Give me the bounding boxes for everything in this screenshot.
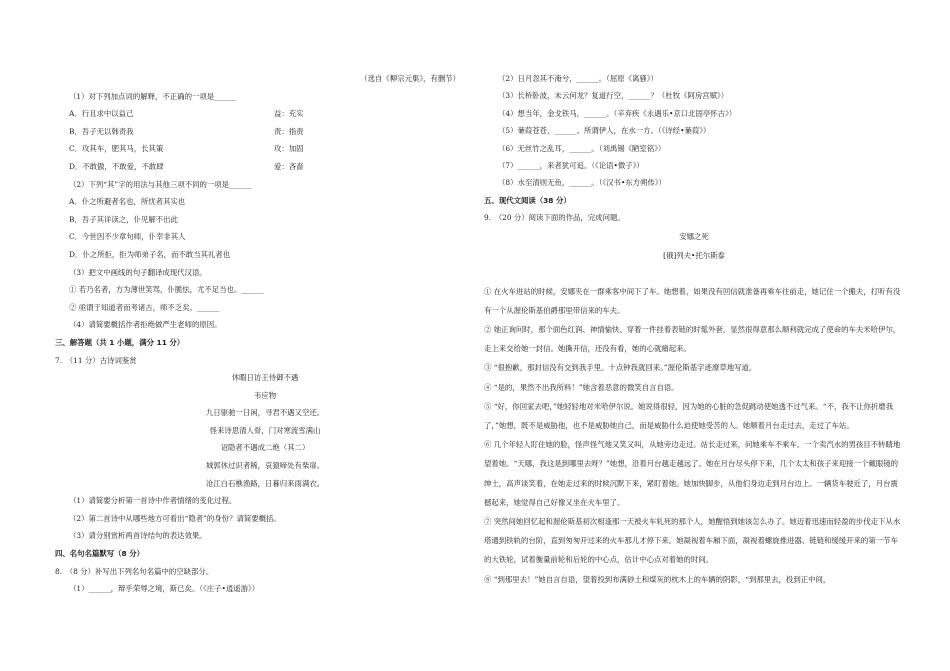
story-paragraph-6: ⑥ 几个年轻人盯住她的脸，怪声怪气地又笑又叫，从她旁边走过。站长走过来，问她乘车不乘车。一个卖汽水的男孩目不转睛地望着她。“天哪，我这是到哪里去呀？”她想，沿着月台越走越远了。她在月台尽头停下来，几个太太和孩子来迎接一个戴眼镜的绅士，高声谈笑着，在她走过来的时候沉默下来，紧盯着她。她加快脚步，从他们身边走到月台边上。一辆货车驶近了，月台震撼起来，她觉得自己好像又坐在火车里了。: [484, 440, 901, 507]
option-text: C．攻其车，肥其马，长其策: [69, 144, 164, 154]
q1-option-d: [55, 158, 475, 176]
poem-author: 韦应物: [253, 390, 277, 400]
q8-item-3: （3）长桥卧波，未云何龙？复道行空，______？（杜牧《阿房宫赋》）: [498, 91, 729, 101]
poem-2-title: 诏隐者不遇成二绝（其二）: [220, 443, 310, 453]
question-2: （2）下列“其”字的用法与其他三项不同的一项是______: [69, 179, 252, 189]
option-gloss: 益：充实: [274, 109, 304, 119]
right-column: [484, 70, 904, 589]
poem-line: 沧江白石樵渔路，日暮归来雨满衣。: [205, 478, 325, 488]
option-gloss: 责：指责: [274, 126, 304, 136]
q8-item-5: （5）蒹葭苍苍，______。所谓伊人，在水一方。（《诗经•蒹葭》）: [498, 126, 711, 136]
q3-item-2: ② 亟谓于知道者而考诸古，师不乏矣。______: [69, 302, 220, 312]
q7-item-2: （2）第二首诗中从哪些地方可看出“隐者”的身份？请简要概括。: [69, 513, 281, 523]
story-paragraph-1: ① 在火车进站的时候，安娜夹在一群乘客中间下了车。她想着，如果没有回信就准备再乘车往前走，她记住一个搬夫，打听有没有一个从渥伦斯基伯爵那里带信来的车夫。: [484, 286, 901, 315]
story-paragraph-2: ② 她正询问时，那个面色红润、神情愉快、穿着一件挂着表链的时髦外套，显然很得意那么顺利就完成了使命的车夫米哈伊尔，走上来交给她一封信。她撕开信，还没有看，她的心就痛起来。: [484, 324, 901, 354]
q8-item-8: （8）水至清则无鱼，______。（《汉书•东方朔传》）: [498, 178, 666, 188]
q7-item-1: （1）请简要分析第一首诗中作者情绪的变化过程。: [69, 496, 237, 506]
question-4: （4）请简要概括作者拒绝做严生老师的原因。: [69, 320, 222, 330]
story-title: 安娜之死: [679, 231, 709, 241]
q2-option-c: C．今世因不少章句师，仆幸非其人: [69, 232, 186, 242]
q2-option-d: D．仆之所拒，拒为师弟子名，而不敢当其礼者也: [69, 249, 231, 259]
q8-item-2: （2）日月忽其不淹兮，______。（屈原《离骚》）: [498, 74, 658, 83]
source-note: （选自《柳宗元集》，有删节）: [360, 74, 460, 83]
poem-line: 九日驱驰一日闲，寻君不遇又空还。: [205, 408, 325, 418]
q8-item-4: （4）想当年，金戈铁马，______。（辛弃疾《永遇乐•京口北固亭怀古》）: [498, 108, 737, 118]
poem-line: 城郭休过识者稀，哀猿啼处有柴扉。: [205, 461, 325, 471]
story-paragraph-5: ⑤ “好，你回家去吧，”她轻轻地对米哈伊尔说。她说得很轻，因为她的心脏的急促跳动使她透不过气来。“不，我不让你折磨我了，”她想，既不是威胁他，也不是威胁她自己，而是威胁什么迫使她受苦的人。她顺着月台走过去，走过了车站。: [484, 401, 894, 430]
question-1: （1）对下列加点词的解释，不正确的一项是______: [69, 91, 237, 101]
left-column: [55, 70, 475, 598]
story-author: [俄]列夫•托尔斯泰: [663, 250, 725, 260]
q2-option-a: A．仆之所避者名也，所忧者其实也: [69, 197, 186, 207]
q1-option-b: [55, 123, 475, 141]
q8-item-6: （6）无丝竹之乱耳，______。（刘禹锡《陋室铭》）: [498, 143, 666, 153]
story-paragraph-3: ③ “很抱歉，那封信没有交到我手里。十点钟我就回来。”渥伦斯基字迹潦草地写道。: [484, 363, 757, 373]
q8-item-7: （7）______，来者犹可追。（《论语•微子》）: [498, 160, 644, 170]
section-5-heading: 五、现代文阅读（38 分）: [484, 195, 571, 205]
q3-item-1: ① 若乃名者，方为薄世笑骂，仆脆怯，尤不足当也。______: [69, 285, 264, 295]
q2-option-b: B．吾子其详读之，仆见解不出此: [69, 214, 178, 224]
question-7: 7. （11 分）古诗词鉴赏: [55, 355, 137, 365]
option-gloss: 攻：加固: [274, 144, 304, 154]
q8-item-1: （1）______，辩乎荣辱之境，斯已矣。（《庄子•逍遥游》）: [69, 584, 260, 594]
story-paragraph-7: ⑦ 突然间她回忆起和渥伦斯基初次相逢那一天被火车轧死的那个人，她醒悟到她该怎么办了。她迈着迅速而轻盈的步伐走下从水塔通到铁轨的台阶，直到匆匆开过来的火车那儿才停下来。她凝视着车厢下面，凝视着螺旋推进器、链链和缓缓开来的第一节车的大铁轮，试着衡量前轮和后轮的中心点，估计中心点对着她的时间。: [484, 516, 901, 565]
q1-option-c: [55, 140, 475, 158]
option-gloss: 爱：吝啬: [274, 161, 304, 171]
option-text: D．不敢傲，不敢爱，不敢肆: [69, 161, 164, 171]
poem-title: 休暇日访王侍御不遇: [231, 373, 299, 383]
poem-line: 怪来诗思清人骨，门对寒流雪满山: [209, 425, 321, 435]
q1-option-a: [55, 105, 475, 123]
story-paragraph-8: ⑧ “到那里去！”她自言自语，望着投到布满砂土和煤灰的枕木上的车辆的阴影，“到那里去，投到正中间，: [484, 574, 831, 584]
question-9: 9. （20 分）阅读下面的作品，完成问题。: [484, 213, 625, 223]
section-4-heading: 四、名句名篇默写（8 分）: [55, 549, 145, 559]
section-3-heading: 三、解答题（共 1 小题，满分 11 分）: [55, 337, 185, 347]
option-text: A．行且求中以益己: [69, 109, 134, 119]
question-8: 8. （8 分）补写出下列名句名篇中的空缺部分。: [55, 566, 214, 576]
option-text: B．吾子无以韩责我: [69, 126, 134, 136]
story-paragraph-4: ④ “是的，果然不出我所料！”她含着恶意的微笑自言自语。: [484, 382, 679, 392]
q7-item-3: （3）请分别赏析两首诗结句的表达效果。: [69, 531, 207, 541]
question-3: （3）把文中画线的句子翻译成现代汉语。: [69, 267, 207, 277]
